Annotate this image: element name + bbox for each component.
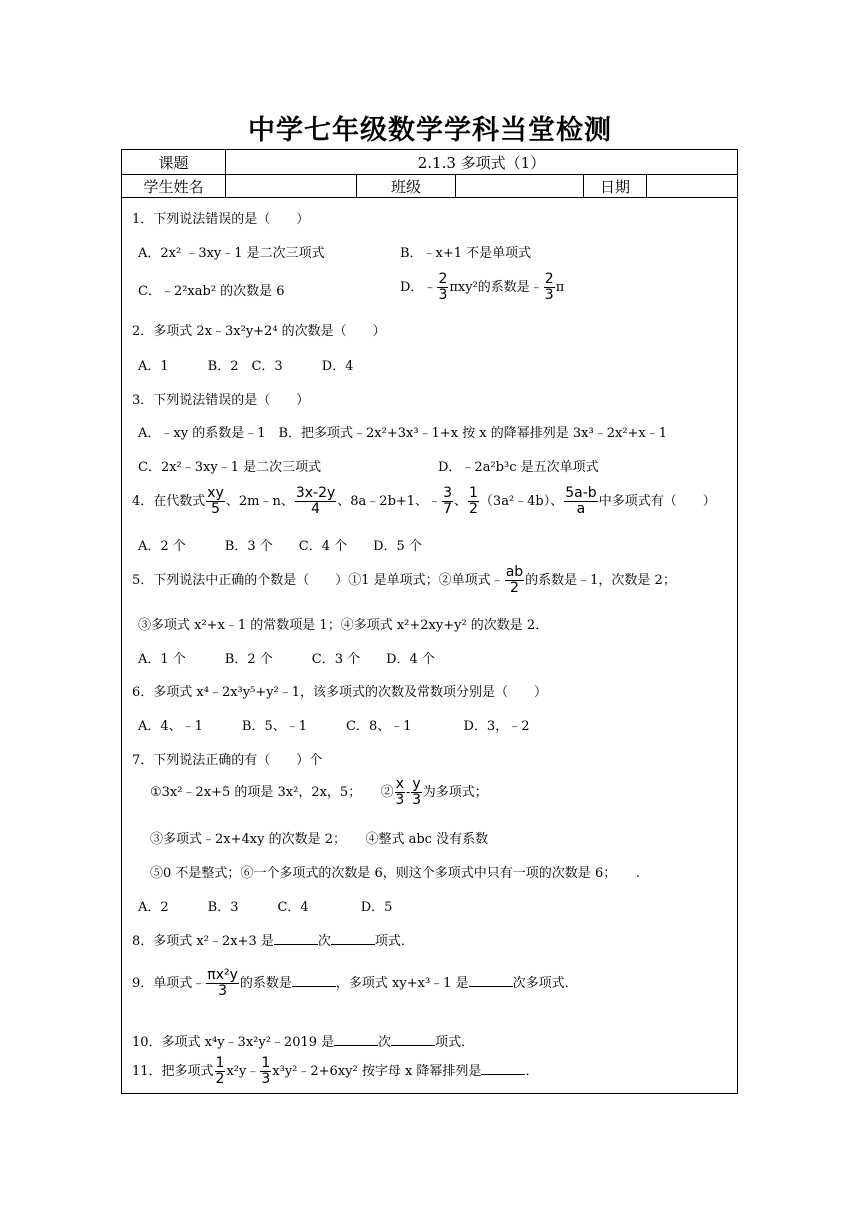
- fraction-numerator: xy: [207, 485, 224, 501]
- q7a-suffix: 为多项式；: [422, 785, 488, 800]
- q4-text: 、: [453, 494, 467, 509]
- q9-middle: 的系数是: [239, 976, 292, 991]
- question-2: 2．多项式 2x﹣3x²y+2⁴ 的次数是（ ）: [132, 324, 386, 339]
- q5-statements: ③多项式 x²+x﹣1 的常数项是 1；④多项式 x²+2xy+y² 的次数是 2．: [138, 618, 549, 633]
- fraction: [295, 486, 336, 517]
- fraction-denominator: 2: [215, 1071, 225, 1087]
- fraction-numerator: ab: [505, 564, 524, 580]
- fraction-denominator: 3: [261, 1071, 271, 1087]
- answer-blank[interactable]: [391, 1044, 435, 1046]
- q11-prefix: 11．把多项式: [132, 1064, 214, 1079]
- name-label: 学生姓名: [122, 175, 226, 197]
- q10-prefix: 10．多项式 x⁴y﹣3x²y²﹣2019 是: [132, 1035, 335, 1050]
- fraction-numerator: 1: [261, 1055, 271, 1071]
- q1-option-a: A．2x² ﹣3xy﹣1 是二次三项式: [138, 246, 325, 261]
- q6-options: A．4、﹣1 B．5、﹣1 C．8、﹣1 D．3，﹣2: [138, 719, 530, 734]
- name-field[interactable]: [226, 175, 357, 197]
- fraction-denominator: 5: [211, 501, 221, 517]
- fraction: [468, 486, 479, 517]
- fraction: [411, 777, 421, 808]
- fraction: [437, 272, 448, 303]
- date-label: 日期: [584, 175, 647, 197]
- fraction-denominator: 4: [311, 501, 321, 517]
- q9-suffix: 次多项式．: [512, 976, 578, 991]
- q7-statement-5-6: ⑤0 不是整式；⑥一个多项式的次数是 6，则这个多项式中只有一项的次数是 6； .: [150, 866, 640, 881]
- question-4: [132, 486, 716, 517]
- answer-blank[interactable]: [292, 985, 336, 987]
- q1d-prefix: D．﹣: [400, 280, 437, 295]
- fraction-denominator: 3: [412, 792, 421, 808]
- fraction-denominator: 7: [443, 501, 452, 517]
- fraction-numerator: 3: [443, 485, 452, 501]
- fraction-denominator: 3: [395, 792, 405, 808]
- q4-text: （3a²﹣4b）、: [479, 494, 564, 509]
- question-10: [132, 1031, 474, 1050]
- q11-text: x³y²﹣2+6xy² 按字母 x 降幂排列是: [272, 1064, 482, 1079]
- fraction-numerator: 2: [438, 271, 448, 287]
- fraction-denominator: 2: [509, 580, 519, 596]
- fraction-numerator: πx²y: [207, 967, 238, 983]
- fraction-numerator: 2: [544, 271, 554, 287]
- q3-options-ab: A．﹣xy 的系数是﹣1 B．把多项式﹣2x²+3x³﹣1+x 按 x 的降幂排列是 3x³﹣2x²+x﹣1: [138, 426, 668, 441]
- q4-text: 、8a﹣2b+1、﹣: [337, 494, 442, 509]
- question-7: 7．下列说法正确的有（ ）个: [132, 753, 323, 768]
- fraction-numerator: x: [395, 776, 404, 792]
- answer-blank[interactable]: [469, 985, 513, 987]
- fraction-numerator: 3x-2y: [295, 485, 336, 501]
- q10-suffix: 项式．: [435, 1035, 475, 1050]
- fraction-numerator: 1: [215, 1055, 225, 1071]
- fraction-numerator: y: [412, 776, 421, 792]
- answer-blank[interactable]: [274, 943, 318, 945]
- question-3: 3．下列说法错误的是（ ）: [132, 393, 310, 408]
- q5-options: A．1 个 B．2 个 C．3 个 D．4 个: [138, 652, 435, 667]
- question-8: [132, 930, 414, 949]
- class-label: 班级: [357, 175, 456, 197]
- student-info-row: [122, 175, 737, 198]
- fraction: [260, 1056, 271, 1087]
- fraction: [395, 777, 405, 808]
- q7-options: A．2 B．3 C．4 D．5: [138, 900, 393, 915]
- question-1: 1．下列说法错误的是（ ）: [132, 212, 310, 227]
- answer-blank[interactable]: [331, 943, 375, 945]
- q1-option-d: [400, 272, 564, 303]
- question-11: [132, 1056, 538, 1087]
- fraction-denominator: 3: [218, 983, 228, 999]
- date-field[interactable]: [647, 175, 737, 197]
- fraction-denominator: 2: [469, 501, 478, 517]
- q3-option-c: C．2x²﹣3xy﹣1 是二次三项式: [138, 460, 322, 475]
- worksheet-table: [121, 149, 738, 1094]
- fraction: [206, 486, 225, 517]
- fraction-denominator: a: [576, 501, 586, 517]
- q9-middle2: ，多项式 xy+x³﹣1 是: [335, 976, 469, 991]
- q1-option-c: C．﹣2²xab² 的次数是 6: [138, 284, 285, 299]
- q8-prefix: 8．多项式 x²﹣2x+3 是: [132, 934, 274, 949]
- q11-middle: x²y﹣: [226, 1064, 260, 1079]
- q1-option-b: B．﹣x+1 不是单项式: [400, 246, 532, 261]
- q1d-suffix: π: [555, 280, 565, 295]
- fraction-numerator: 1: [469, 485, 478, 501]
- fraction: [564, 486, 597, 517]
- q4-options: A．2 个 B．3 个 C．4 个 D．5 个: [138, 539, 422, 554]
- fraction: [206, 968, 239, 999]
- q5-suffix: 的系数是﹣1，次数是 2；: [525, 573, 676, 588]
- fraction-denominator: 3: [544, 287, 554, 303]
- page-title: 中学七年级数学学科当堂检测: [248, 115, 612, 146]
- q3-option-d: D．﹣2a²b³c 是五次单项式: [438, 460, 599, 475]
- q9-prefix: 9．单项式﹣: [132, 976, 206, 991]
- q5-prefix: 5．下列说法中正确的个数是（ ）①1 是单项式；②单项式﹣: [132, 573, 504, 588]
- fraction: [544, 272, 555, 303]
- q2-options: A．1 B．2 C．3 D．4: [138, 359, 354, 374]
- topic-value: 2.1.3 多项式（1）: [417, 153, 546, 172]
- question-9: [132, 968, 578, 999]
- q8-suffix: 项式．: [374, 934, 414, 949]
- question-5: [132, 565, 676, 596]
- q7a-text: ①3x²﹣2x+5 的项是 3x²，2x，5； ②: [150, 785, 394, 800]
- q1d-middle: πxy²的系数是﹣: [449, 280, 543, 295]
- fraction: [215, 1056, 226, 1087]
- q8-middle: 次: [317, 934, 331, 949]
- fraction: [442, 486, 453, 517]
- q10-middle: 次: [378, 1035, 392, 1050]
- q11-suffix: ．: [525, 1064, 539, 1079]
- question-6: 6．多项式 x⁴﹣2x³y⁵+y²﹣1，该多项式的次数及常数项分别是（ ）: [132, 685, 548, 700]
- minus-sign: -: [405, 785, 411, 800]
- q4-text: 、2m﹣n、: [225, 494, 294, 509]
- answer-blank[interactable]: [334, 1044, 378, 1046]
- class-field[interactable]: [456, 175, 584, 197]
- topic-label: 课题: [122, 150, 226, 174]
- q7-statement-3-4: ③多项式﹣2x+4xy 的次数是 2； ④整式 abc 没有系数: [150, 832, 489, 847]
- fraction-denominator: 3: [438, 287, 448, 303]
- q4-prefix: 4．在代数式: [132, 494, 206, 509]
- answer-blank[interactable]: [481, 1073, 525, 1075]
- q7-statement-1-2: [150, 777, 488, 808]
- fraction-numerator: 5a-b: [565, 485, 597, 501]
- topic-row: [122, 150, 737, 175]
- fraction: [505, 565, 524, 596]
- q4-suffix: 中多项式有（ ）: [598, 494, 716, 509]
